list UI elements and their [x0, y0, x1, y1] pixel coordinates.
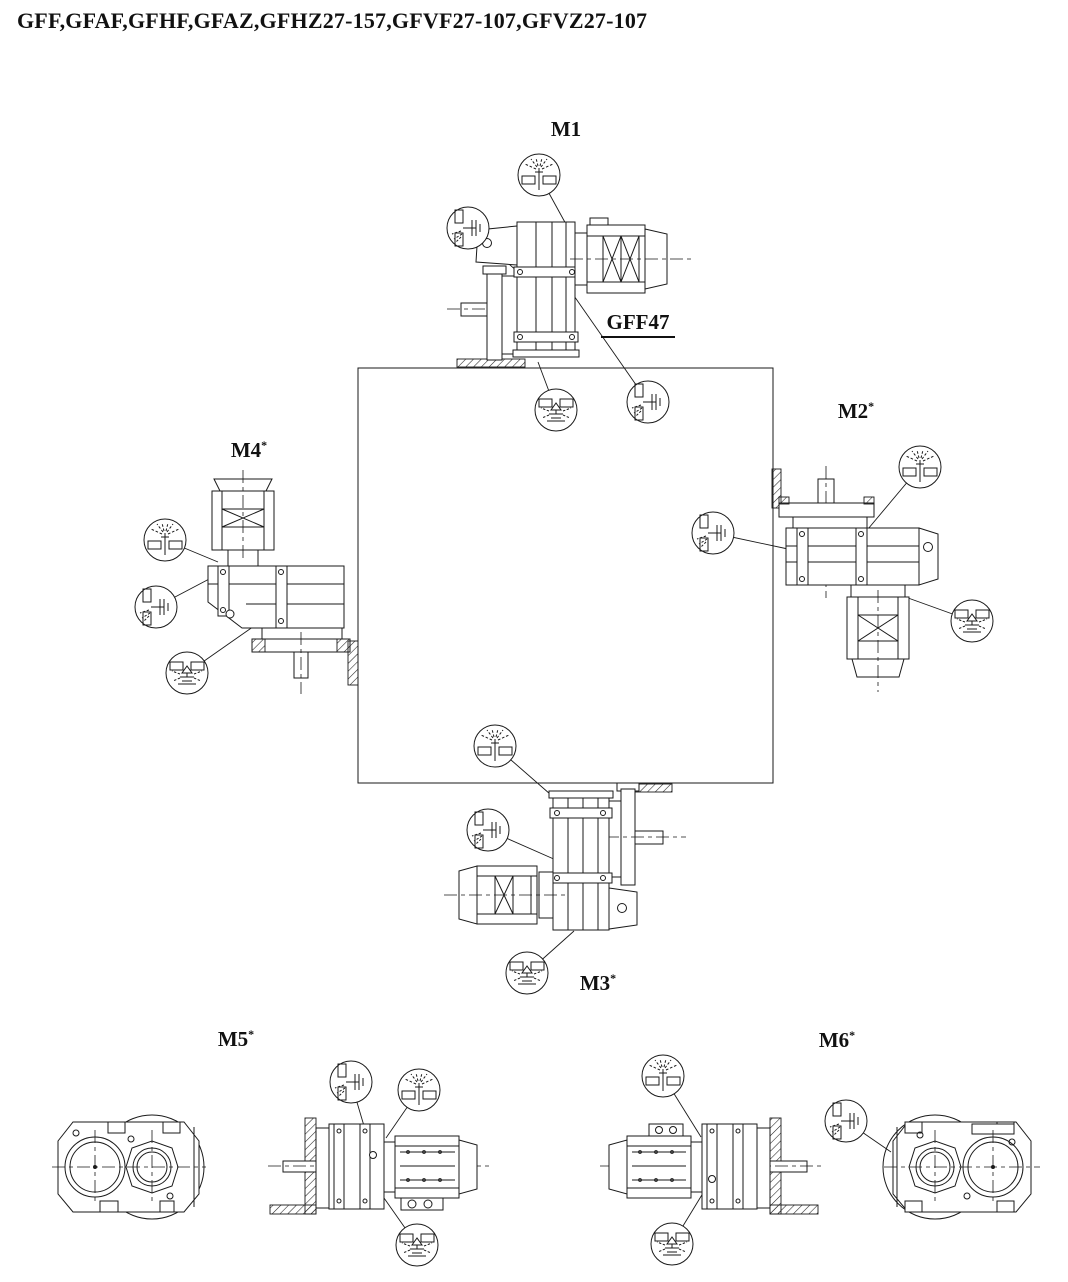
- asterisk-marker: *: [610, 971, 617, 985]
- gearmotor-m5-side-drawing: [268, 1118, 492, 1214]
- m6-flange: [757, 1128, 770, 1208]
- oil-level-plug-icon: [825, 1100, 867, 1142]
- m4-motor: [212, 470, 274, 566]
- oil-drain-plug-icon: [535, 389, 577, 431]
- asterisk-marker: *: [849, 1028, 856, 1042]
- vent-plug-icon: [474, 725, 516, 767]
- position-label-m1: [538, 117, 594, 142]
- m6-gearbox: [702, 1124, 757, 1209]
- position-label-text: M5: [217, 1027, 249, 1051]
- oil-level-plug-icon: [692, 512, 734, 554]
- m4-wall-pad: [348, 641, 358, 685]
- oil-level-plug-icon: [627, 381, 669, 423]
- unit-type-label: GFF47: [601, 310, 675, 338]
- oil-drain-plug-icon: [166, 652, 208, 694]
- position-label-m6: [809, 1028, 865, 1053]
- oil-drain-plug-icon: [396, 1224, 438, 1266]
- position-label-text: M6: [818, 1028, 850, 1052]
- oil-level-plug-icon: [135, 586, 177, 628]
- oil-level-plug-icon: [467, 809, 509, 851]
- position-label-text: M1: [550, 117, 582, 141]
- m5-motor: [384, 1136, 477, 1210]
- vent-plug-icon: [642, 1055, 684, 1097]
- mounting-reference-square: [358, 368, 773, 783]
- vent-plug-icon: [899, 446, 941, 488]
- vent-plug-icon: [144, 519, 186, 561]
- m1-motor: [570, 218, 692, 293]
- oil-level-plug-icon: [330, 1061, 372, 1103]
- m4-gearbox: [208, 566, 344, 628]
- position-label-text: M4: [230, 438, 262, 462]
- asterisk-marker: *: [868, 399, 875, 413]
- gearmotor-m5-end-view: [52, 1115, 206, 1219]
- m1-gearbox: [513, 222, 579, 357]
- oil-drain-plug-icon: [651, 1223, 693, 1265]
- position-label-text: M3: [579, 971, 611, 995]
- position-label-m3: [570, 971, 626, 996]
- page-title: GFF,GFAF,GFHF,GFAZ,GFHZ27-157,GFVF27-107,GFVZ27-107: [17, 8, 648, 33]
- gearmotor-m6-side-drawing: [600, 1118, 822, 1214]
- m2-motor: [847, 585, 909, 692]
- m6-motor: [609, 1124, 702, 1198]
- m3-motor: [444, 866, 568, 924]
- position-label-m2: [828, 399, 884, 424]
- oil-drain-plug-icon: [506, 952, 548, 994]
- gearmotor-m3-drawing: [444, 783, 686, 930]
- asterisk-marker: *: [248, 1027, 255, 1041]
- vent-plug-icon: [518, 154, 560, 196]
- gearmotor-m6-end-view: [883, 1115, 1040, 1219]
- gearmotor-m2-drawing: [772, 466, 938, 692]
- m5-gearbox: [329, 1124, 384, 1209]
- gearmotor-m4-drawing: [208, 470, 358, 694]
- asterisk-marker: *: [261, 438, 268, 452]
- vent-plug-icon: [398, 1069, 440, 1111]
- position-label-m4: [221, 438, 277, 463]
- position-label-text: M2: [837, 399, 869, 423]
- oil-level-plug-icon: [447, 207, 489, 249]
- m1-flange: [476, 226, 517, 360]
- m5-flange: [316, 1128, 329, 1208]
- m2-gearbox: [786, 528, 938, 585]
- oil-drain-plug-icon: [951, 600, 993, 642]
- position-label-m5: [208, 1027, 264, 1052]
